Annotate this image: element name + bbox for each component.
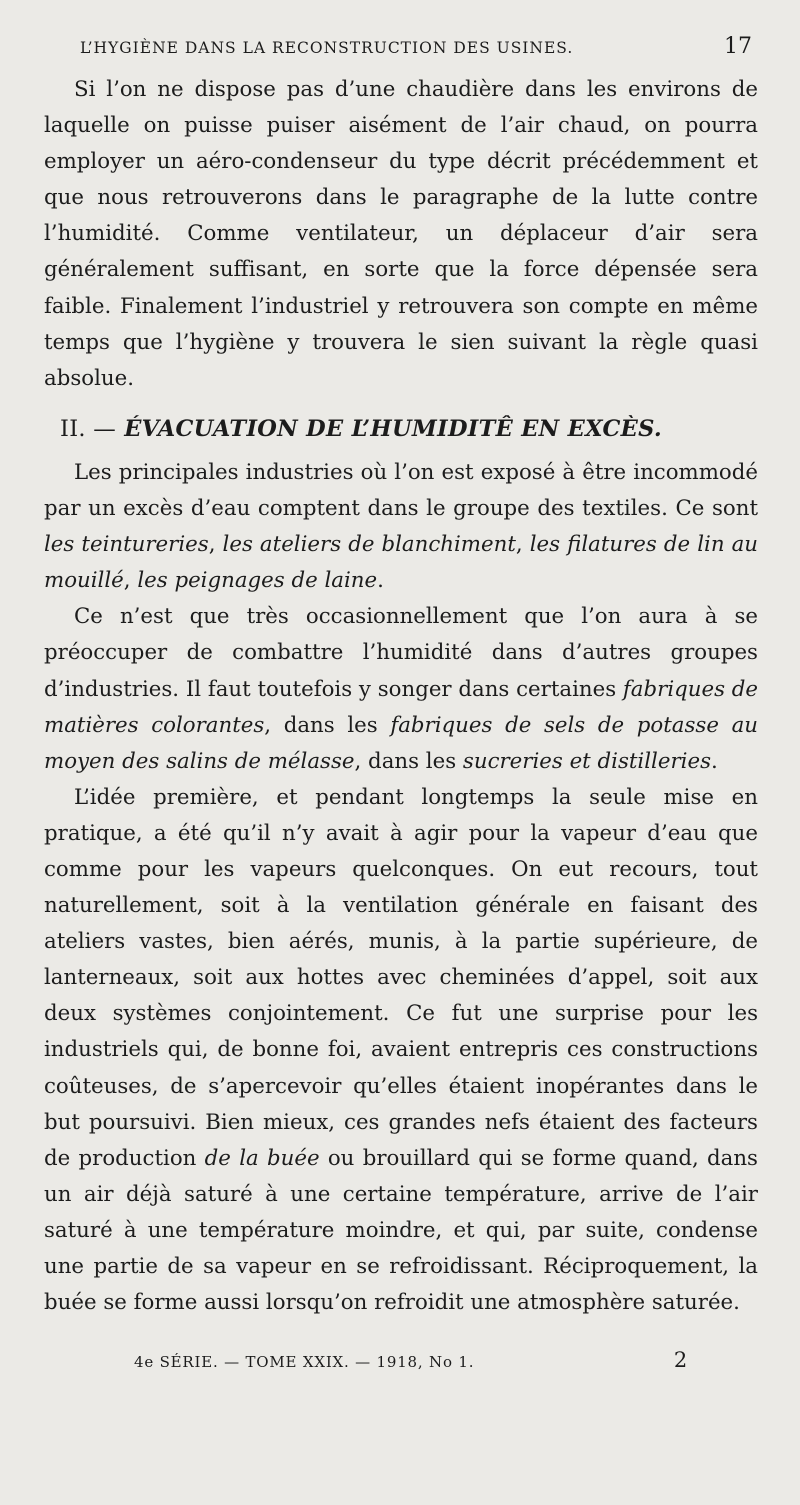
paragraph-4 — [44, 780, 758, 1321]
p2-emph-3: les filatures de lin au mouillé — [44, 532, 759, 594]
body-text — [44, 72, 758, 1321]
p3-text-3: , dans les — [354, 748, 463, 774]
series-line: 4e SÉRIE. — TOME XXIX. — 1918, No 1. — [134, 1353, 475, 1371]
p2-text-1: Les principales industries où l’on est exposé à être incommodé par un excès d’eau comptent dans le groupe des textiles. Ce sont — [44, 459, 758, 522]
p2-emph-2: les ateliers de blanchiment — [222, 532, 516, 558]
paragraph-3 — [44, 599, 758, 779]
section-number: II. — — [60, 415, 117, 442]
running-head — [80, 34, 752, 64]
section-title: ÉVACUATION DE L’HUMIDITÊ EN EXCÈS. — [124, 415, 663, 442]
p4-text-2: ou brouillard qui se forme quand, dans un air déjà saturé à une certaine température, arrive de l’air saturé à une température moindre, et qui, par suite, condense une partie de sa vapeur en se refroidissant. Réciproquement, la buée se forme aussi lorsqu’on refroidit une atmosphère saturée. — [44, 1145, 758, 1316]
p3-emph-3: sucreries et distilleries — [462, 748, 711, 774]
paragraph-2 — [44, 455, 758, 599]
running-title: L’HYGIÈNE DANS LA RECONSTRUCTION DES USINES. — [80, 39, 574, 57]
p3-text-2: , dans les — [264, 712, 391, 738]
page-footer — [134, 1348, 694, 1372]
p2-text-5: . — [377, 568, 384, 594]
p3-emph-2: fabriques de sels de potasse au moyen des salins de mélasse — [44, 712, 759, 774]
p4-emph-1: de la buée — [204, 1145, 320, 1171]
p2-text-3: , — [515, 532, 530, 558]
page-number: 17 — [724, 34, 752, 59]
paragraph-1: Si l’on ne dispose pas d’une chaudière dans les environs de laquelle on puisse puiser aisément de l’air chaud, on pourra employer un aéro-condenseur du type décrit précédemment et que nous retrouverons dans le paragraphe de la lutte contre l’humidité. Comme ventilateur, un déplaceur d’air sera généralement suffisant, en sorte que la force dépensée sera faible. Finalement l’industriel y retrouvera son compte en même temps que l’hygiène y trouvera le sien suivant la règle quasi absolue. — [44, 77, 758, 391]
p3-emph-1: fabriques de matières colorantes — [44, 676, 759, 738]
p2-text-2: , — [208, 532, 223, 558]
p2-emph-4: les peignages de laine — [137, 568, 378, 594]
signature-mark: 2 — [673, 1348, 688, 1372]
p2-emph-1: les teintureries — [44, 532, 209, 558]
p3-text-4: . — [711, 748, 718, 774]
section-heading — [44, 411, 758, 447]
p4-text-1: L’idée première, et pendant longtemps la seule mise en pratique, a été qu’il n’y avait à agir pour la vapeur d’eau que comme pour les vapeurs quelconques. On eut recours, tout naturellement, soit à la ventilation générale en faisant des ateliers vastes, bien aérés, munis, à la partie supérieure, de lanterneaux, soit aux hottes avec cheminées d’appel, soit aux deux systèmes conjointement. Ce fut une surprise pour les industriels qui, de bonne foi, avaient entrepris ces constructions coûteuses, de s’apercevoir qu’elles étaient inopérantes dans le but poursuivi. Bien mieux, ces grandes nefs étaient des facteurs de production — [44, 784, 758, 1171]
p3-text-1: Ce n’est que très occasionnellement que l’on aura à se préoccuper de combattre l’humidité dans d’autres groupes d’industries. Il faut toutefois y songer dans certaines — [44, 604, 758, 702]
p2-text-4: , — [123, 568, 138, 594]
